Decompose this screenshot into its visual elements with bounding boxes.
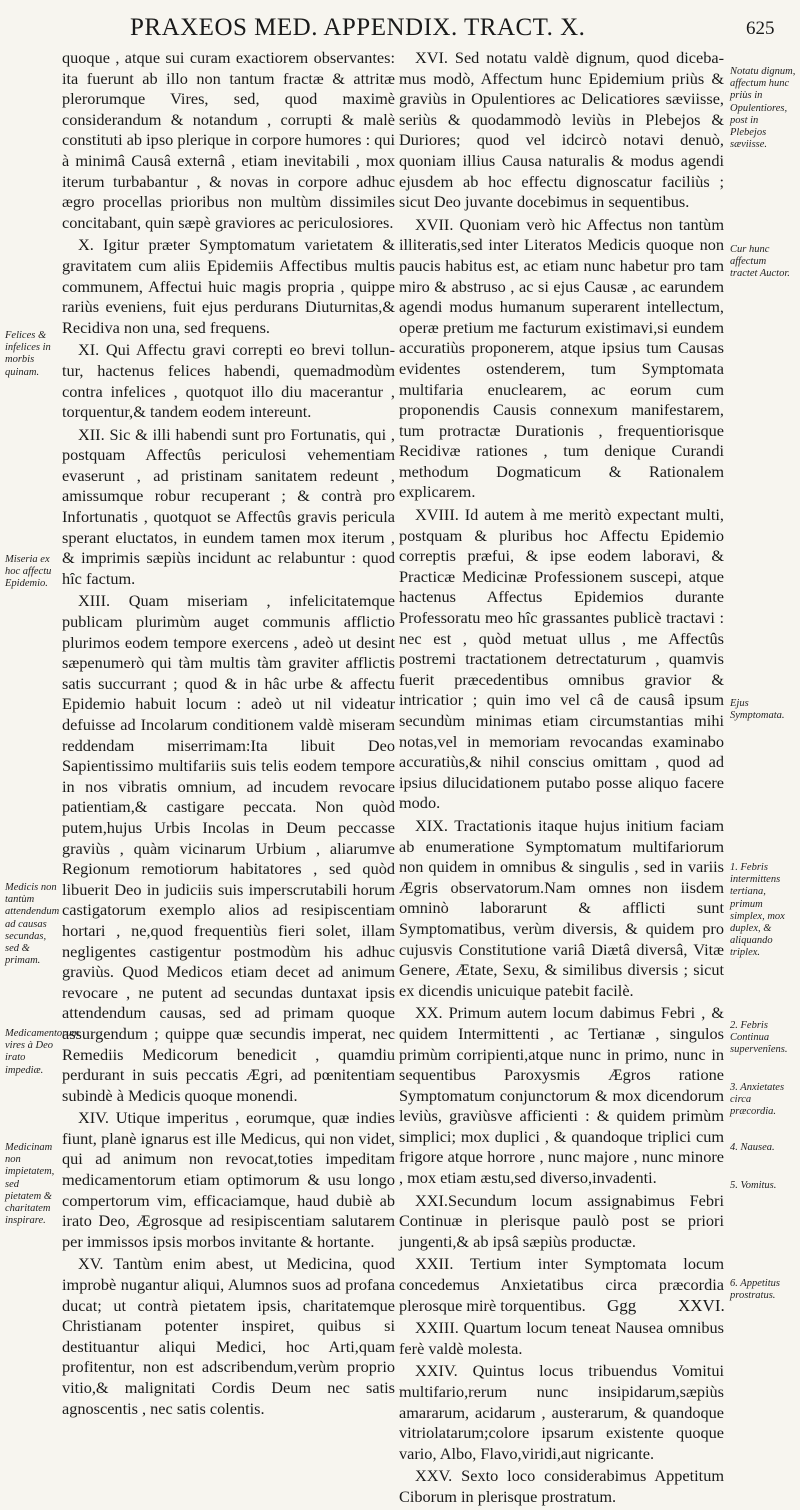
paragraph: quoque , atque sui curam exactiorem observantes: ita fuerunt ab illo non tantum fractæ & attritæ plerorumque Vires, sed, quod maximè considerandum & notandum , corrupti & malè constituti ab ipso plerique in corpore humores : qui à minimâ Causâ externâ , etiam inevitabili , mox iterum turbabantur , & novas in corpore adhuc ægro procellas prioribus non multùm dissimiles concitabant, quin sæpè graviores ac periculosiores. <box>62 48 395 232</box>
left-column <box>62 48 395 1421</box>
right-column <box>399 48 724 1510</box>
margin-note-right: 3. Anxietates circa præcordia. <box>730 1082 785 1118</box>
margin-note-right: 4. Nausea. <box>730 1142 775 1153</box>
paragraph: XXI.Secundum locum assignabimus Febri Continuæ in plerisque paulò post se priori jungenti,& ab ipsâ sæpiùs productæ. <box>399 1190 724 1251</box>
margin-note-right: 6. Appetitus prostratus. <box>730 1278 780 1302</box>
margin-note-right: Ejus Symptomata. <box>730 698 785 722</box>
margin-note-right: 5. Vomitus. <box>730 1180 777 1191</box>
paragraph: XII. Sic & illi habendi sunt pro Fortunatis, qui , postquam Affectûs periculosi vehementiam evaserunt , ad pristinam sanitatem redeunt , amissumque robur recuperant ; & contrà pro Infortunatis , quotquot se Affectûs gravis pericula sperant eluctatos, in eundem tamen mox iterum , & imprimis sæpiùs incidunt ac relabuntur : quod hîc factum. <box>62 424 395 588</box>
paragraph: X. Igitur præter Symptomatum varietatem & gravitatem cum aliis Epidemiis Affectibus multis communem, Affectui huic magis propria , quippe rariùs eveniens, fuit ejus perdurans Diuturnitas,& Recidiva non una, sed frequens. <box>62 235 395 337</box>
margin-note-left: Medicis non tantùm attendendum ad causas secundas, sed & primam. <box>5 882 60 967</box>
signature-mark: Ggg <box>607 1296 637 1315</box>
margin-note-right: Notatu dignum, affectum hunc priùs in Opulentiores, post in Plebejos sæviisse. <box>730 66 796 151</box>
paragraph: XXV. Sexto loco considerabimus Appetitum Ciborum in plerisque prostratum. <box>399 1466 724 1506</box>
paragraph: XVII. Quoniam verò hic Affectus non tantùm illiteratis,sed inter Literatos Medicis quoque non paucis habitus est, ac etiam nunc habetur pro tam miro & abstruso , ac si ejus Causæ , ac earundem agendi modus humanum superarent intellectum, operæ pretium me facturum existimavi,si eundem accuratiùs proponerem, atque ipsius tum Causas evidentes ostenderem, tum Symptomata multifaria enuclearem, ac eorum cum proponendis Causis connexum manifestarem, tum protractæ Durationis , frequentiorisque Recidivæ rationes , tum denique Curandi methodum Dogmaticum & Rationalem explicarem. <box>399 214 724 502</box>
paragraph: XVIII. Id autem à me meritò expectant multi, postquam & pluribus hoc Affectu Epidemio correptis præfui, & ipse eodem laboravi, & Practicæ Medicinæ Professionem suscepi, atque hactenus Affectus Epidemios durante Professoratu meo hîc grassantes publicè tractavi : nec est , quòd metuat ullus , me Affectûs postremi tractationem detrectaturum , quamvis fuerit præcedentibus omnibus gravior & intricatior ; quin imo vel câ de causâ ipsum secundùm minimas etiam circumstantias mihi notas,vel in memoriam revocandas examinabo accuratiùs,& nihil conscius omittam , quod ad ipsius dilucidationem putabo posse aliquo facere modo. <box>399 505 724 813</box>
paragraph: XVI. Sed notatu valdè dignum, quod diceba-mus modò, Affectum hunc Epidemium priùs & graviùs in Opulentiores ac Delicatiores sæviisse, seriùs & quodammodò leviùs in Plebejos & Duriores; quod vel idcircò notavi denuò, quoniam illius Causa naturalis & modus agendi ejusdem ab hoc effectu dignoscatur faciliùs ; sicut Deo juvante docebimus in sequentibus. <box>399 48 724 212</box>
margin-note-right: Cur hunc affectum tractet Auctor. <box>730 244 790 280</box>
page-number: 625 <box>746 18 775 39</box>
paragraph: XIV. Utique imperitus , eorumque, quæ indies fiunt, planè ignarus est ille Medicus, qui non videt, qui ad animum non revocat,toties impeditam medicamentorum etiam optimorum & usu longo compertorum vim, efficaciamque, haud dubiè ab irato Deo, Ægrosque ad resipiscentiam salutarem per immissos ipsis morbos invitante & hortante. <box>62 1108 395 1251</box>
catchword: XXVI. <box>678 1296 725 1315</box>
margin-note-right: 2. Febris Continua supervenîens. <box>730 1020 788 1056</box>
running-title: PRAXEOS MED. APPENDIX. TRACT. X. <box>130 14 586 41</box>
margin-note-right: 1. Febris intermittens tertiana, primum simplex, mox duplex, & aliquando triplex. <box>730 862 785 959</box>
paragraph: XIX. Tractationis itaque hujus initium faciam ab enumeratione Symptomatum multifariorum non quidem in omnibus & singulis , sed in variis Ægris observatorum.Nam omnes non iisdem omninò laborarunt & afflicti sunt Symptomatibus, verùm diversis, & quidem pro cujusvis Constitutione variâ Diætâ diversâ, Vitæ Genere, Ætate, Sexu, & similibus diversis ; sicut ex dicendis unicuique patebit facilè. <box>399 815 724 1000</box>
paragraph: XXIII. Quartum locum teneat Nausea omnibus ferè valdè molesta. <box>399 1318 724 1358</box>
paragraph: XV. Tantùm enim abest, ut Medicina, quod improbè nugantur aliqui, Alumnos suos ad profana ducat; ut contrà pietatem ipsis, charitatemque Christianam potenter inspiret, quibus si destituantur aliqui Medici, hoc Arti,quam profitentur, non est adscribendum,verùm proprio vitio,& malignitati Cordis Deum nec satis agnoscentis , nec satis colentis. <box>62 1254 395 1418</box>
paragraph: XX. Primum autem locum dabimus Febri , & quidem Intermittenti , ac Tertianæ , singulos primùm corripienti,atque nunc in primo, nunc in sequentibus Paroxysmis Ægros ratione Symptomatum conjunctorum & mox dicendorum leviùs, graviùsve afficienti : & quidem primùm simplici; mox duplici , & quandoque triplici cum frigore atque horrore , nunc majore , nunc minore , mox etiam æstu,sed diverso,invadenti. <box>399 1003 724 1188</box>
margin-note-left: Medicinam non impietatem, sed pietatem & charitatem inspirare. <box>5 1142 55 1227</box>
margin-note-left: Felices & infelices in morbis quinam. <box>5 330 51 378</box>
margin-note-left: Medicamentorum vires à Deo irato impediæ. <box>5 1028 80 1076</box>
margin-note-left: Miseria ex hoc affectu Epidemio. <box>5 554 52 590</box>
paragraph: XXII. Tertium inter Symptomata locum concedemus Anxietatibus circa præcordia plerosque mirè torquentibus. <box>399 1254 724 1315</box>
paragraph: XI. Qui Affectu gravi correpti eo brevi tollun-tur, hactenus felices habendi, quemadmodùm contra infelices , quotquot illo diu macerantur , torquentur,& tandem eodem intereunt. <box>62 340 395 422</box>
paragraph: XXIV. Quintus locus tribuendus Vomitui multifario,rerum nunc insipidarum,sæpiùs amararum, acidarum , austerarum, & quandoque vitriolatarum;colore ipsarum existente quoque vario, Albo, Flavo,viridi,aut nigricante. <box>399 1361 724 1463</box>
paragraph: XIII. Quam miseriam , infelicitatemque publicam plurimùm auget communis afflictio plurimos eodem tempore exercens , adeò ut desint sæpenumerò qui tàm multis tàm graviter afflictis satis succurrant ; quod & in hâc urbe & affectu Epidemio habuit locum : adeò ut nil videatur defuisse ad Incolarum conditionem valdè miseram reddendam miserrimam:Ita libuit Deo Sapientissimo multifariis suis telis eodem tempore in nos vibratis omnium, ad incudem revocare patientiam,& castigare peccata. Non quòd putem,hujus Urbis Incolas in Deum peccasse graviùs , quàm vicinarum Urbium , aliarumve Regionum remotiorum habitatores , sed quòd libuerit Deo in judiciis suis imperscrutabili horum castigatorum exemplo alios ad resipiscentiam hortari , ne,quod frequentiùs fieri solet, illam negligentes castigentur postmodùm his adhuc graviùs. Quod Medicos etiam decet ad animum revocare , ne putent ad secundas duntaxat ipsis attendendum causas, sed ad primam quoque assurgendum ; quippe quæ secundis imperat, nec Remediis Medicorum benedicit , quamdiu perdurant in suis peccatis Ægri, ad pœnitentiam subindè à Medicis quoque monendi. <box>62 591 395 1105</box>
